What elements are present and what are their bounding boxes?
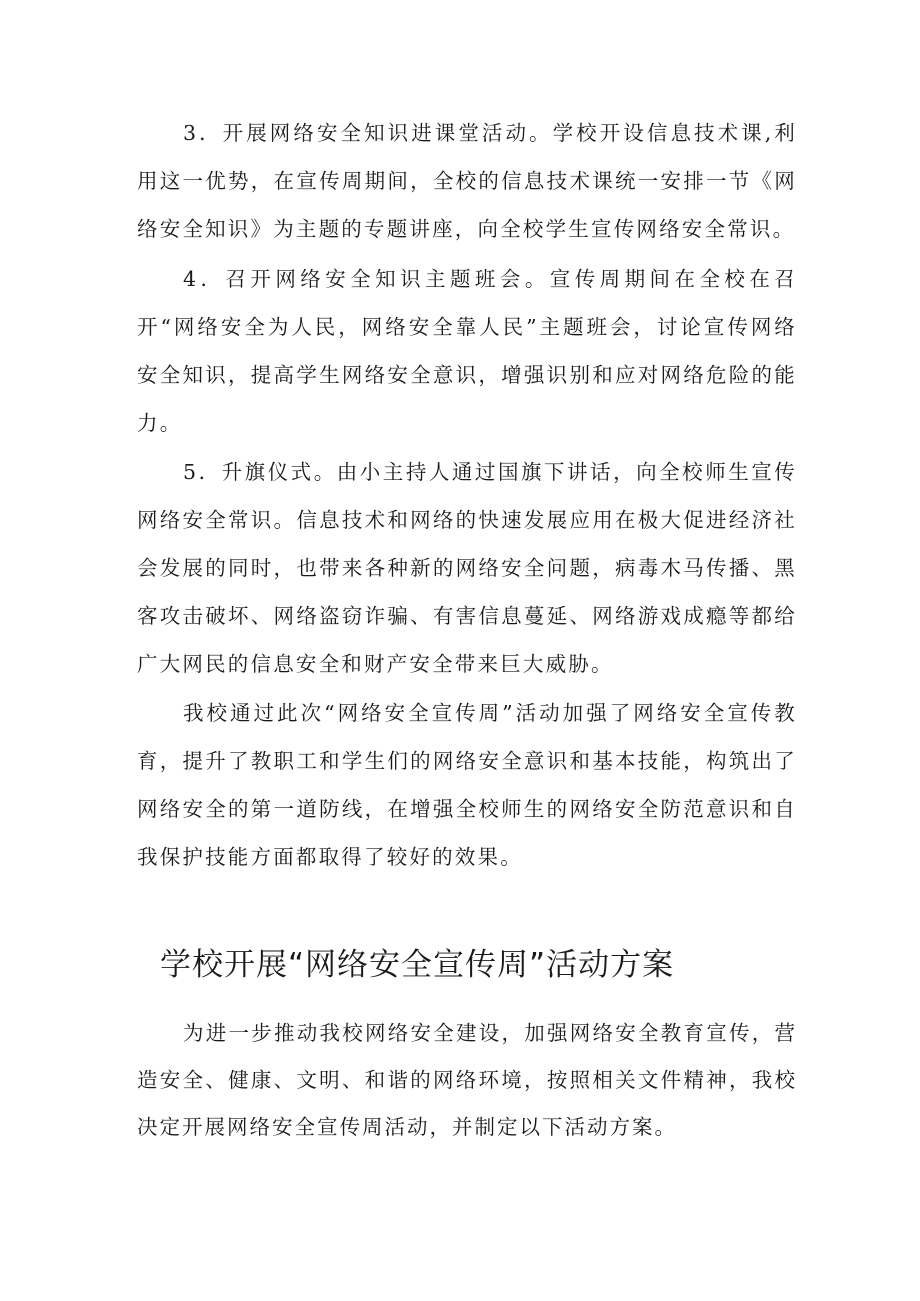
paragraph-item-4: 4．召开网络安全知识主题班会。宣传周期间在全校在召开“网络安全为人民，网络安全靠人民”主题班会，讨论宣传网络安全知识，提高学生网络安全意识，增强识别和应对网络危险的能力。 xyxy=(137,267,797,435)
paragraph-summary: 我校通过此次“网络安全宣传周”活动加强了网络安全宣传教育，提升了教职工和学生们的网络安全意识和基本技能，构筑出了网络安全的第一道防线，在增强全校师生的网络安全防范意识和自我保护技能方面都取得了较好的效果。 xyxy=(137,701,797,869)
paragraph-item-3: 3．开展网络安全知识进课堂活动。学校开设信息技术课,利用这一优势，在宣传周期间，全校的信息技术课统一安排一节《网络安全知识》为主题的专题讲座，向全校学生宣传网络安全常识。 xyxy=(137,121,797,241)
section-title: 学校开展“网络安全宣传周”活动方案 xyxy=(160,947,675,983)
intro-paragraph: 为进一步推动我校网络安全建设，加强网络安全教育宣传，营造安全、健康、文明、和谐的网络环境，按照相关文件精神，我校决定开展网络安全宣传周活动，并制定以下活动方案。 xyxy=(137,1021,797,1139)
paragraph-item-5: 5．升旗仪式。由小主持人通过国旗下讲话，向全校师生宣传网络安全常识。信息技术和网络的快速发展应用在极大促进经济社会发展的同时，也带来各种新的网络安全问题，病毒木马传播、黑客攻击破坏、网络盗窃诈骗、有害信息蔓延、网络游戏成瘾等都给广大网民的信息安全和财产安全带来巨大威胁。 xyxy=(137,460,797,676)
